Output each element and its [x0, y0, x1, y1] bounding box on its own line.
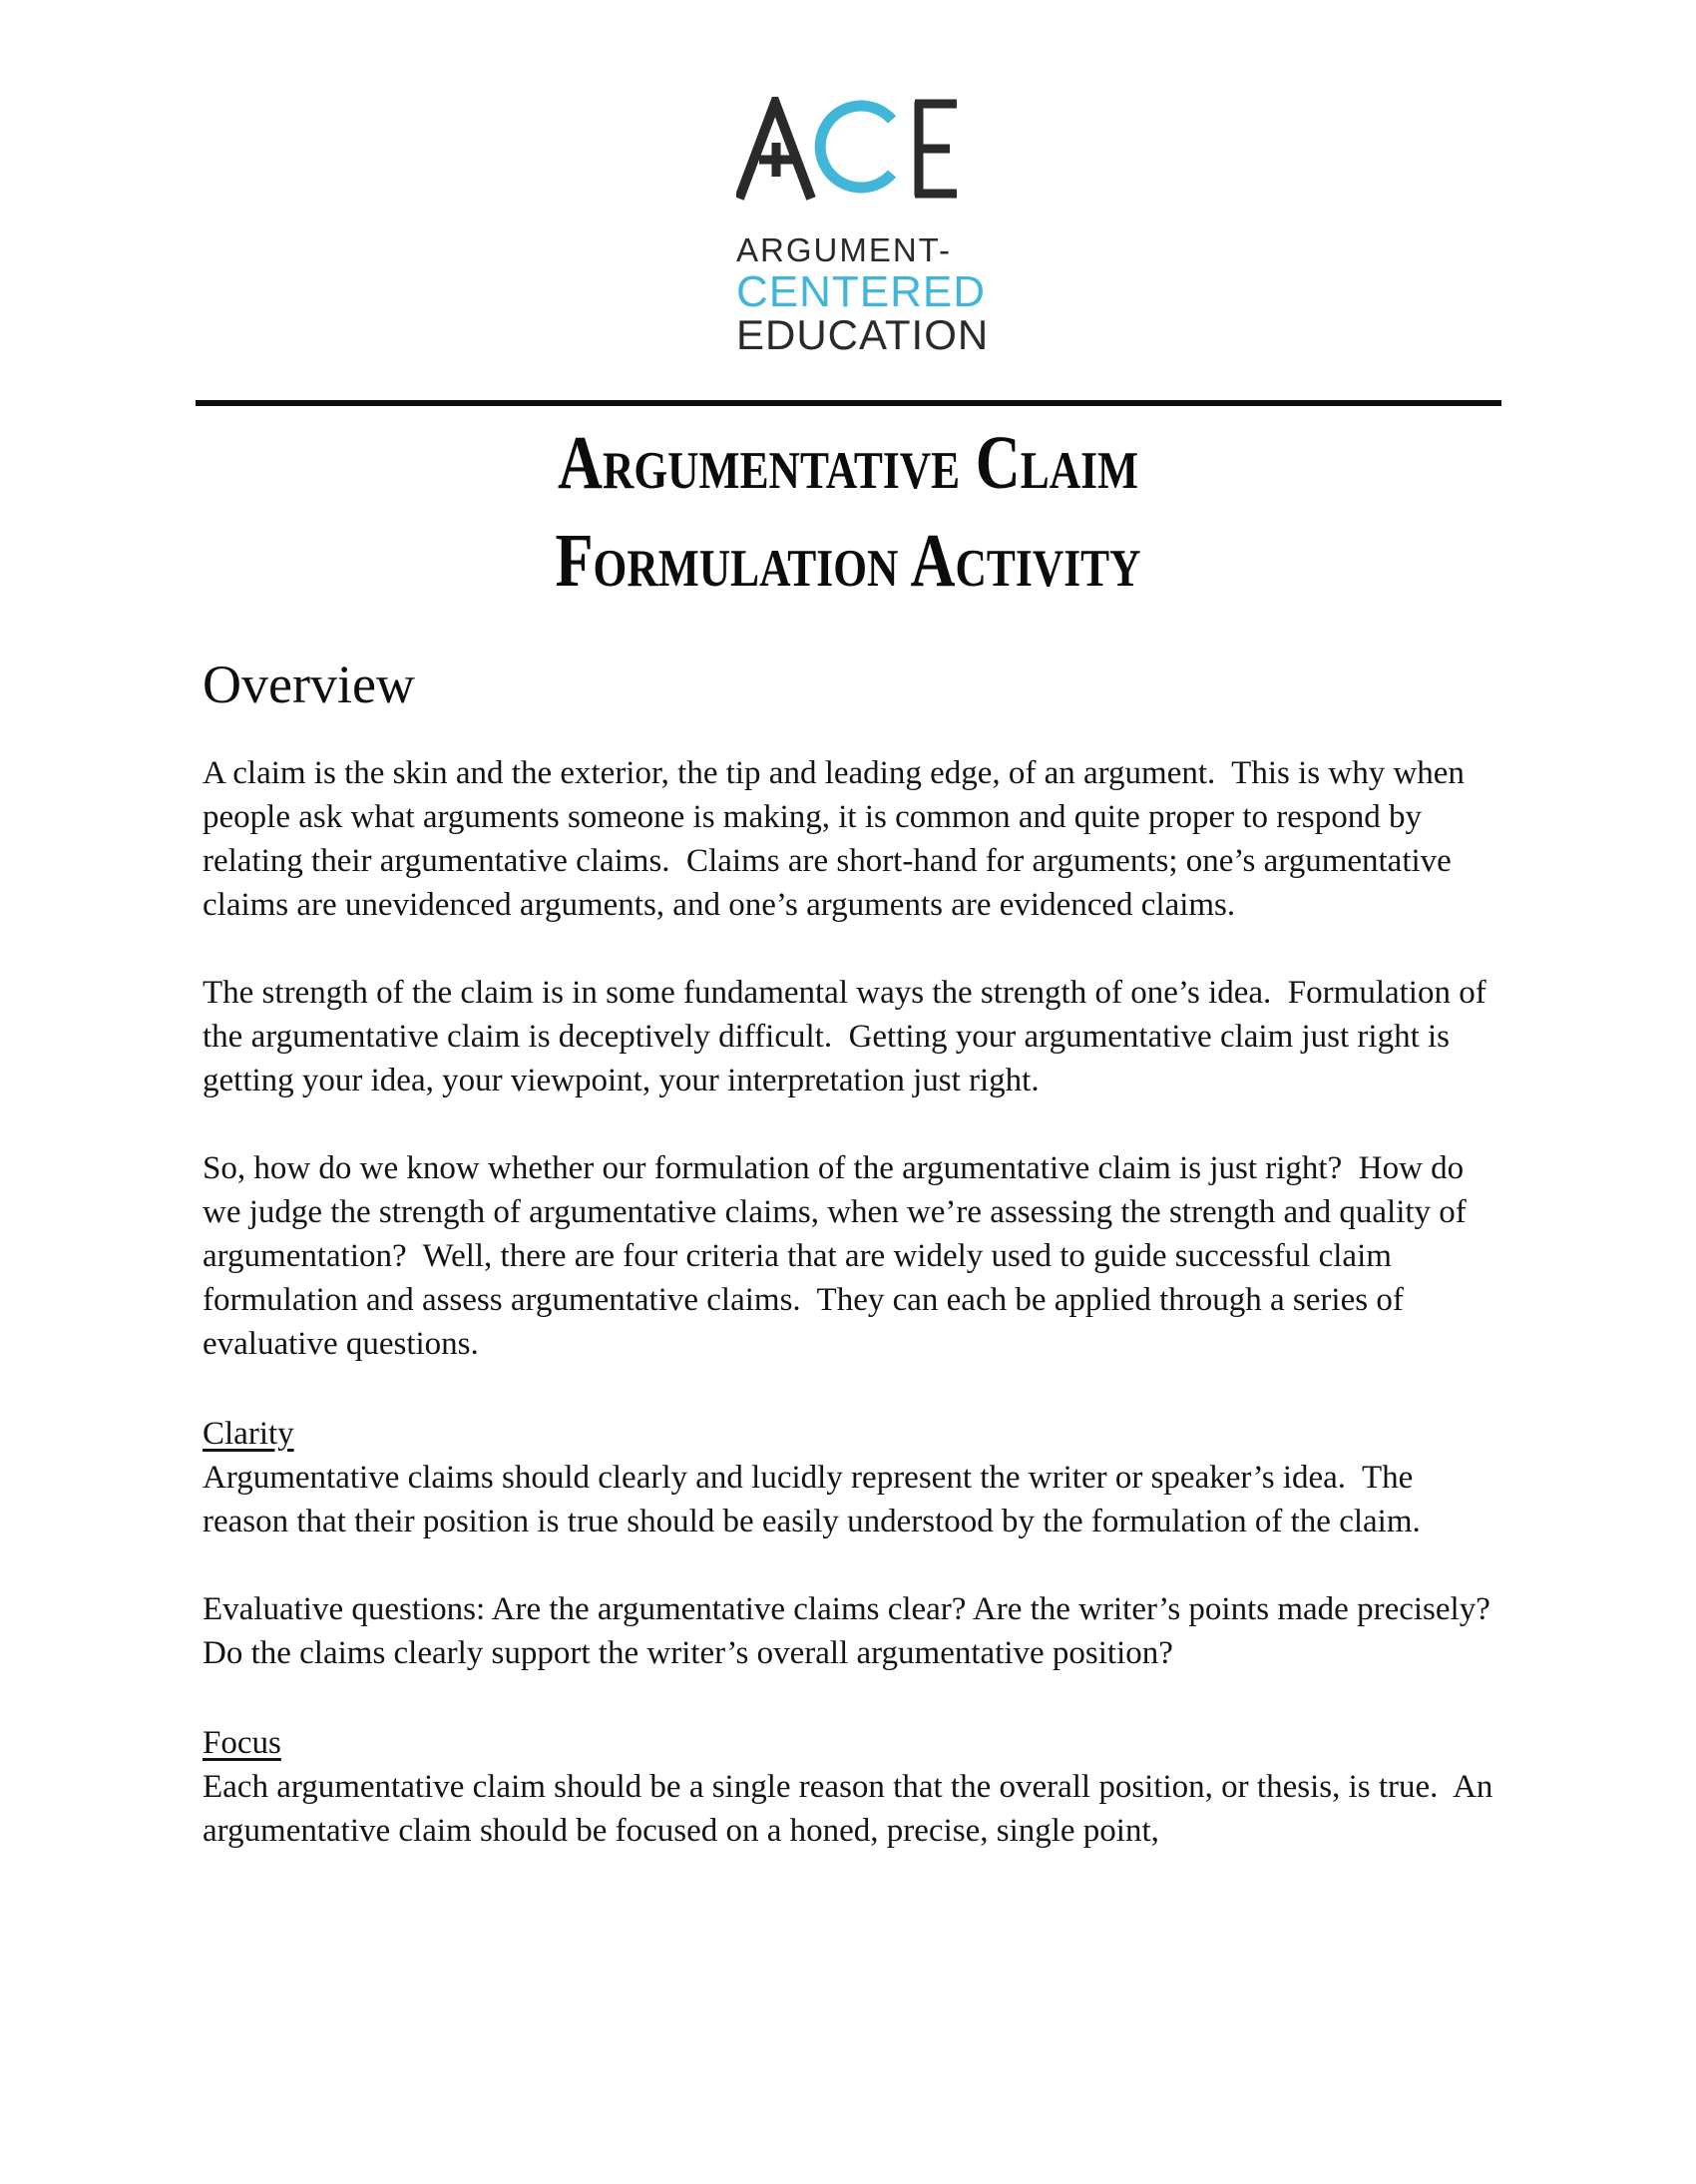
overview-paragraph-3: So, how do we know whether our formulation of the argumentative claim is just right? How do we judge the strength of argumentative claims, when we’re assessing the strength and quality of argumentation? Well, there are four criteria that are widely used to guide successful claim formulation and assess argumentative claims. They can each be applied through a series of evaluative questions. — [203, 1150, 1476, 1362]
page-title-line-1: Argumentative Claim — [557, 421, 1139, 505]
logo-letter-e — [915, 102, 957, 196]
page-title-line-2: Formulation Activity — [555, 519, 1141, 603]
page-title — [153, 414, 1543, 610]
clarity-evaluative-questions-paragraph: Evaluative questions: Are the argumentative claims clear? Are the writer’s points made precisely? Do the claims clearly support the writer’s overall argumentative position? — [203, 1591, 1507, 1671]
ace-logo-mark — [736, 97, 960, 201]
overview-paragraph-1: A claim is the skin and the exterior, the tip and leading edge, of an argument. This is why when people ask what arguments someone is making, it is common and quite proper to respond by relating their argumentative claims. Claims are short-hand for arguments; one’s argumentative claims are unevidenced arguments, and one’s arguments are evidenced claims. — [203, 755, 1474, 923]
wordmark-line-education: EDUCATION — [736, 311, 990, 358]
focus-description-paragraph: Each argumentative claim should be a single reason that the overall position, or thesis, is true. An argumentative claim should be focused on a honed, precise, single point, — [203, 1769, 1501, 1849]
header-divider-rule — [196, 400, 1501, 406]
criterion-heading-clarity: Clarity — [203, 1416, 294, 1452]
overview-paragraph-2: The strength of the claim is in some fundamental ways the strength of one’s idea. Formulation of the argumentative claim is deceptively difficult. Getting your argumentative claim just right is getting your idea, your viewpoint, your interpretation just right. — [203, 975, 1494, 1098]
clarity-description-paragraph: Argumentative claims should clearly and lucidly represent the writer or speaker’s idea. The reason that their position is true should be easily understood by the formulation of the claim. — [203, 1460, 1422, 1539]
logo-letter-c — [820, 106, 892, 188]
criterion-heading-focus: Focus — [203, 1725, 281, 1761]
ace-logo — [736, 0, 990, 358]
wordmark-line-argument: ARGUMENT- — [736, 231, 952, 268]
document-body — [203, 654, 1507, 1853]
overview-heading: Overview — [203, 655, 415, 714]
ace-wordmark — [736, 230, 990, 358]
wordmark-line-centered: CENTERED — [736, 267, 987, 316]
